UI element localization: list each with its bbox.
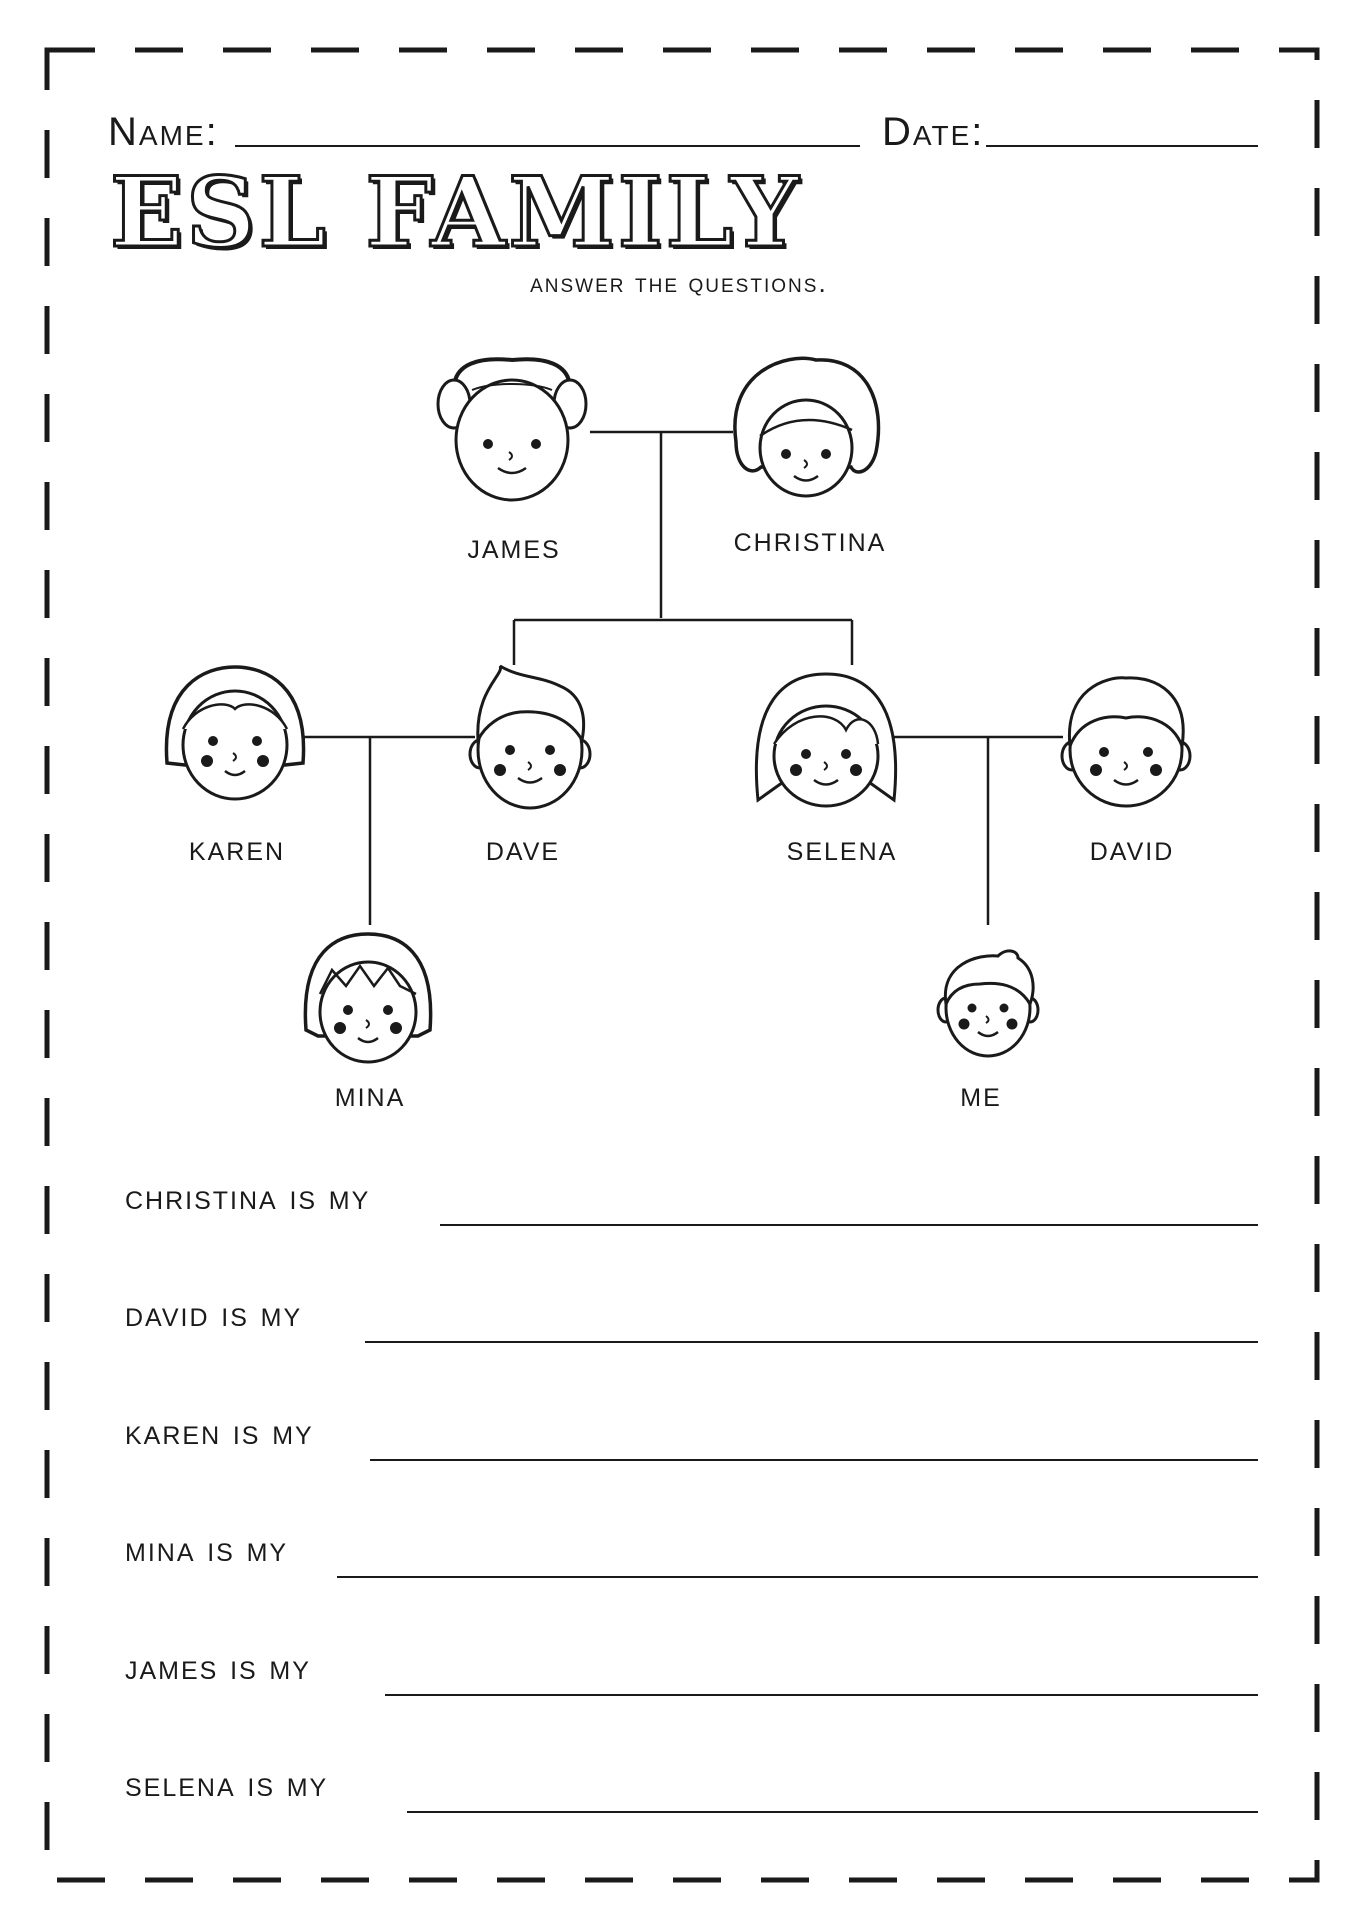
answer-line[interactable] — [385, 1694, 1258, 1696]
james-face-icon — [438, 359, 586, 500]
worksheet-title: ESL FAMILY — [110, 156, 802, 269]
question-prompt: selena is my — [125, 1765, 329, 1804]
answer-line[interactable] — [440, 1224, 1258, 1226]
dave-face-icon — [470, 666, 590, 808]
answer-line[interactable] — [407, 1811, 1258, 1813]
answer-line[interactable] — [337, 1576, 1258, 1578]
question-prompt: karen is my — [125, 1413, 314, 1452]
question-prompt: christina is my — [125, 1178, 371, 1217]
name-david: david — [1089, 827, 1175, 868]
name-karen: karen — [188, 827, 286, 868]
name-james: james — [467, 525, 561, 566]
selena-face-icon — [756, 674, 895, 806]
christina-face-icon — [735, 358, 879, 496]
david-face-icon — [1062, 678, 1190, 806]
question-prompt: mina is my — [125, 1530, 289, 1569]
name-selena: selena — [786, 827, 898, 868]
answer-line[interactable] — [365, 1341, 1258, 1343]
name-dave: dave — [485, 827, 561, 868]
name-christina: christina — [733, 518, 887, 559]
me-face-icon — [938, 951, 1038, 1056]
date-label: Date: — [882, 110, 985, 154]
instructions: answer the questions. — [530, 268, 828, 298]
name-mina: mina — [334, 1073, 406, 1114]
question-prompt: james is my — [125, 1648, 311, 1687]
mina-face-icon — [305, 934, 430, 1062]
karen-face-icon — [166, 667, 303, 799]
name-label: Name: — [108, 110, 219, 154]
question-prompt: david is my — [125, 1295, 303, 1334]
answer-line[interactable] — [370, 1459, 1258, 1461]
name-me: me — [960, 1073, 1002, 1114]
